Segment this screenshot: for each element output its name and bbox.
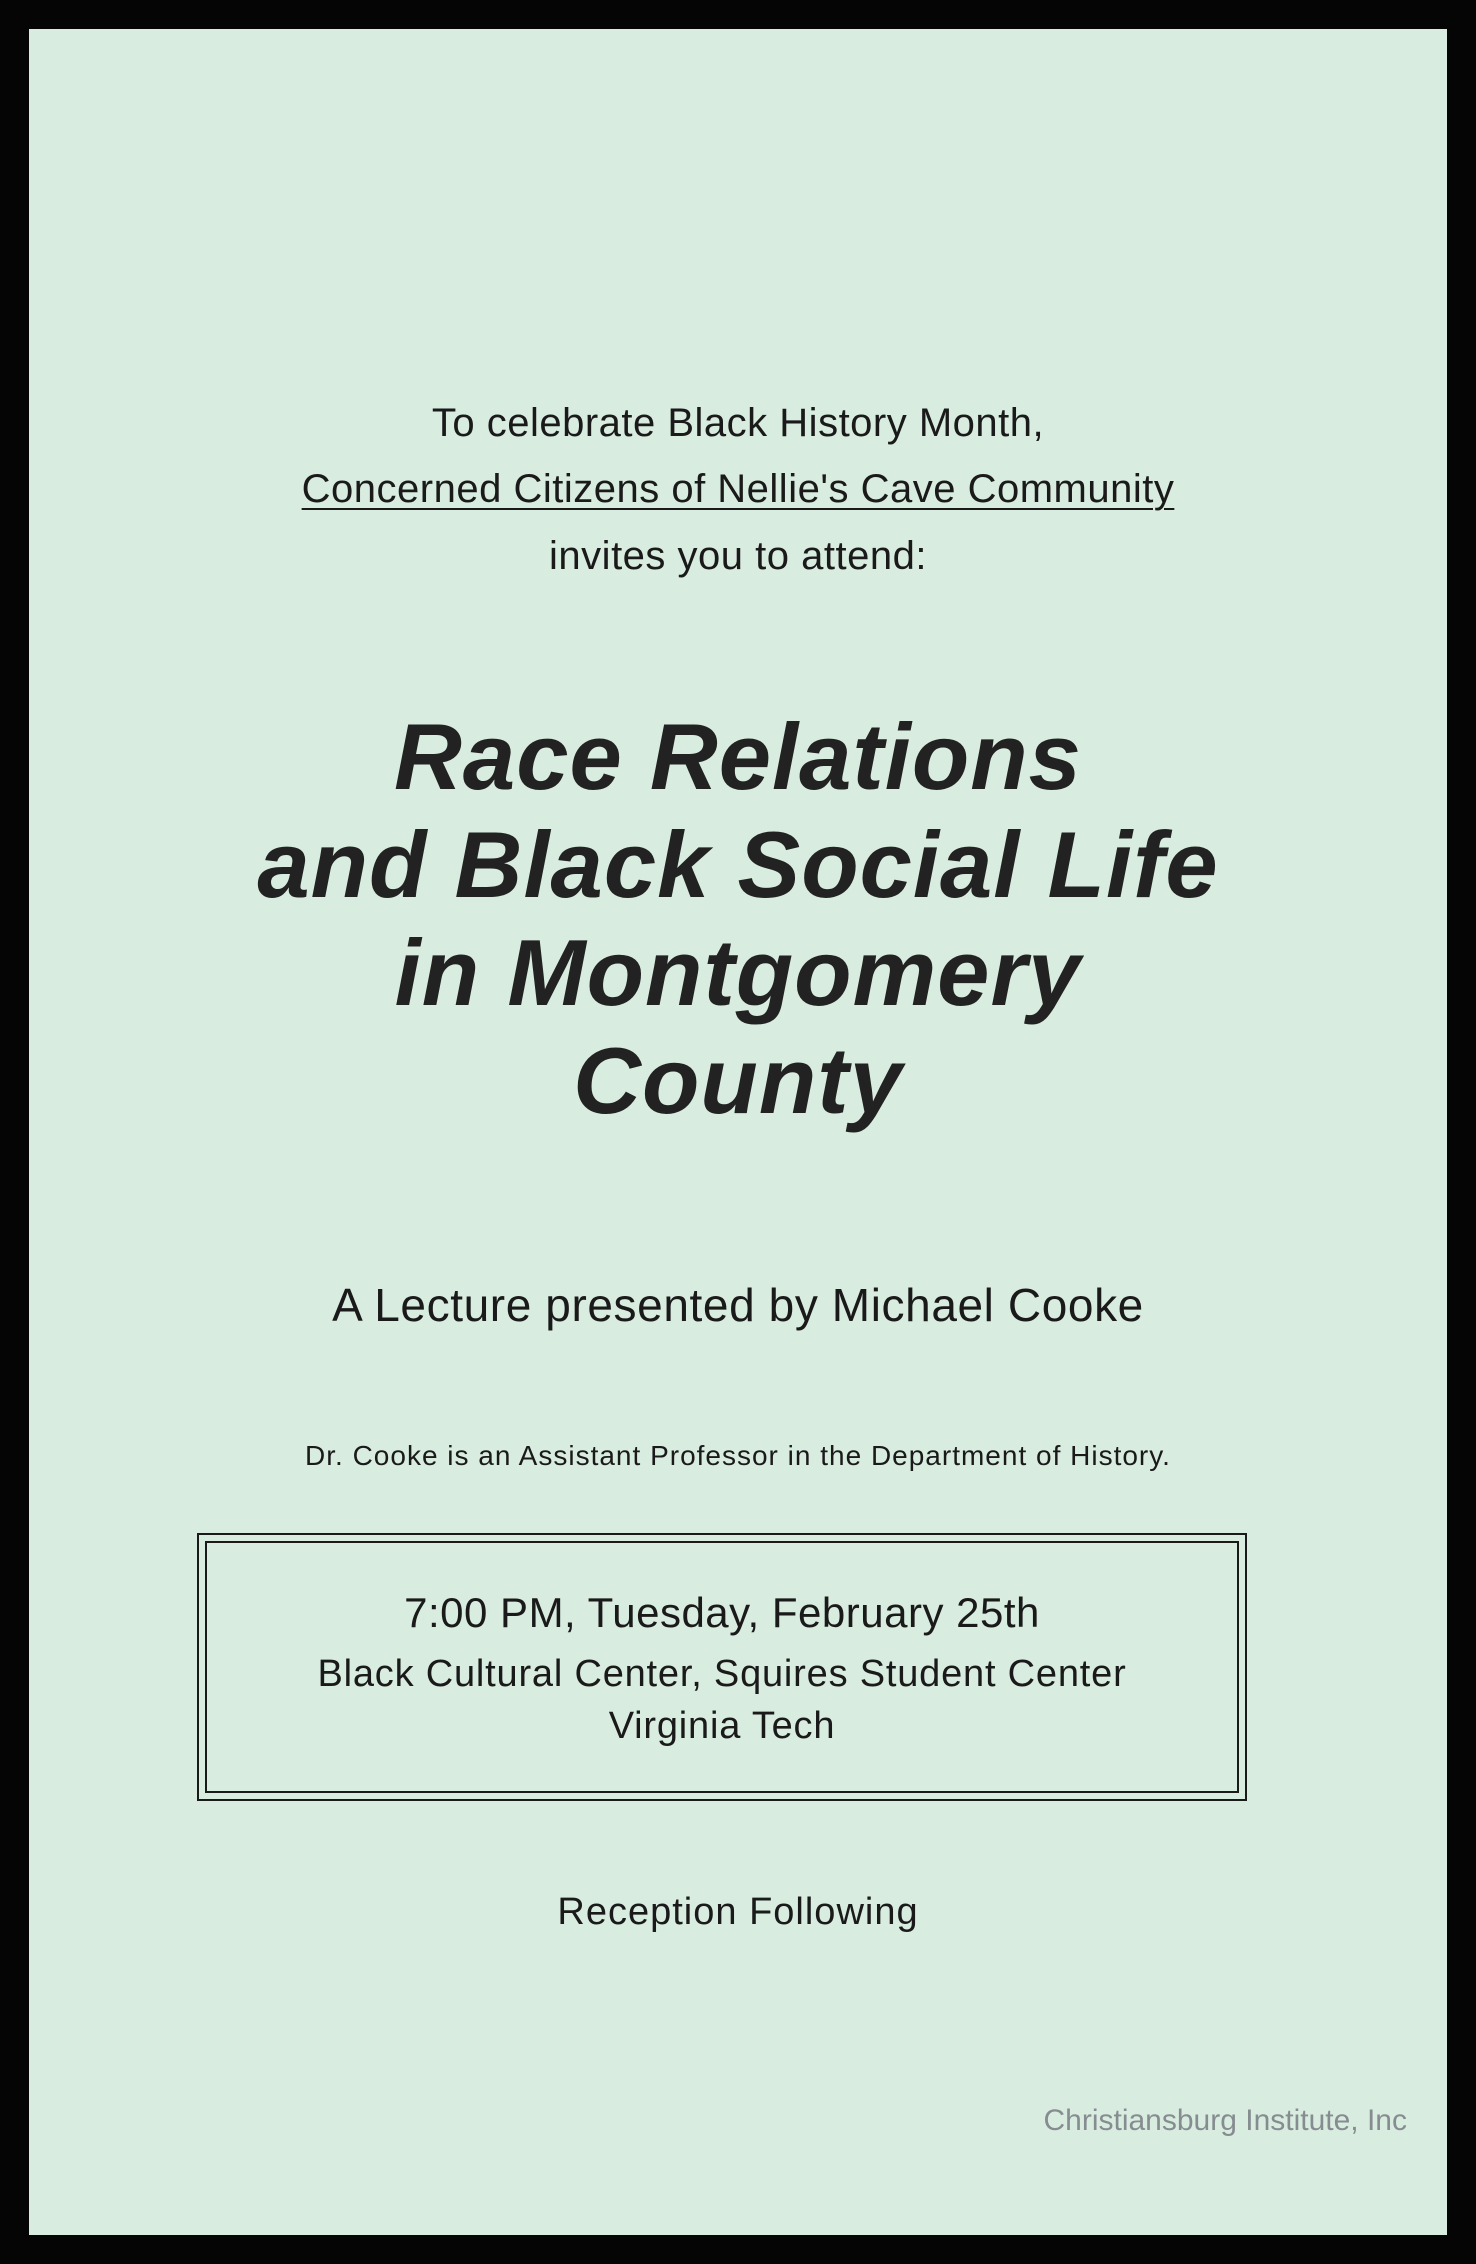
event-title-line-2: and Black Social Life [257,812,1219,917]
reception-note: Reception Following [557,1891,919,1933]
flyer-page [29,29,1447,2235]
organization-name [29,467,1447,512]
event-institution: Virginia Tech [608,1705,836,1747]
event-title-line-4: County [573,1028,903,1133]
event-location: Black Cultural Center, Squires Student Center [317,1653,1127,1695]
event-datetime: 7:00 PM, Tuesday, February 25th [404,1589,1040,1636]
lecture-presenter: A Lecture presented by Michael Cooke [332,1279,1144,1331]
intro-line: To celebrate Black History Month, [431,401,1045,445]
archive-watermark: Christiansburg Institute, Inc [1043,2104,1407,2137]
organization-name-text: Concerned Citizens of Nellie's Cave Community [301,467,1175,511]
event-title-line-3: in Montgomery [394,920,1082,1025]
event-title-line-1: Race Relations [394,704,1082,809]
speaker-bio: Dr. Cooke is an Assistant Professor in the Department of History. [305,1440,1171,1471]
event-details-box [197,1533,1247,1801]
invite-line: invites you to attend: [549,534,927,578]
